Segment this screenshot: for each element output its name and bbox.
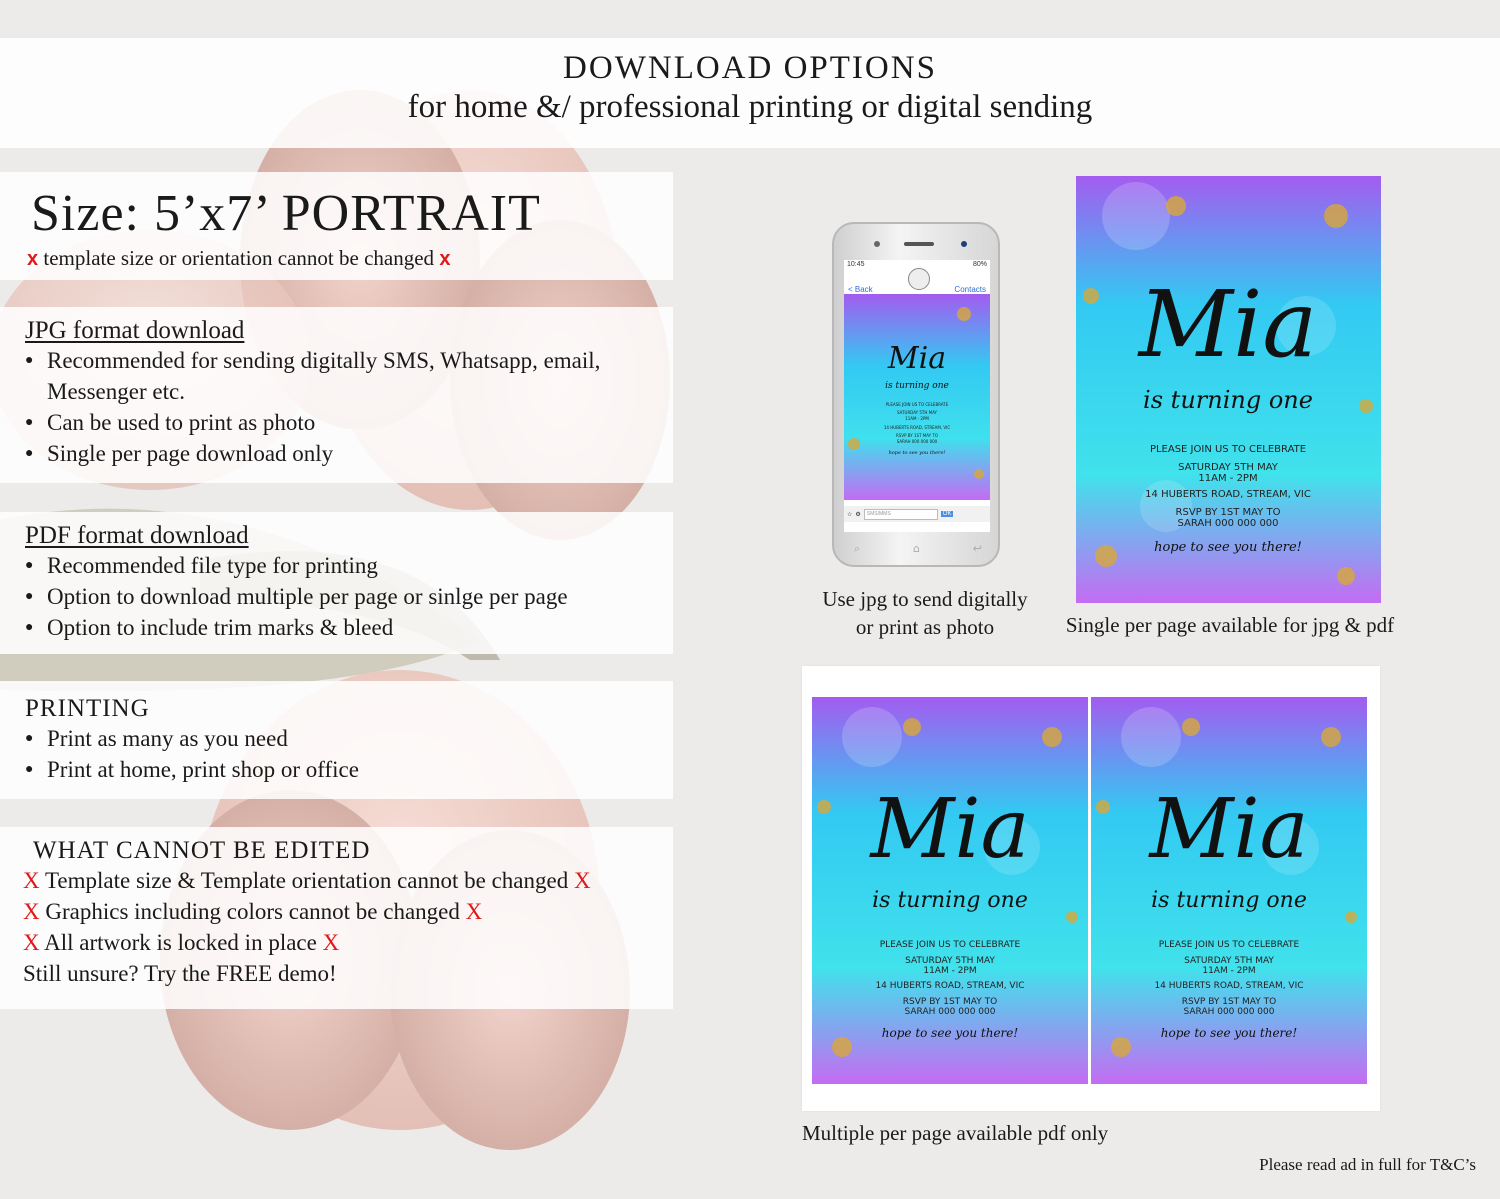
phone-nav-buttons — [854, 542, 982, 556]
x-mark: X — [573, 868, 591, 893]
x-mark: X — [322, 930, 340, 955]
mini-line1: PLEASE JOIN US TO CELEBRATE — [885, 402, 949, 407]
edit-line-text: All artwork is locked in place — [44, 930, 317, 955]
edit-line-text: Template size & Template orientation cannot be changed — [44, 868, 569, 893]
back-icon: ↩ — [972, 542, 982, 555]
invite-line1: PLEASE JOIN US TO CELEBRATE — [879, 940, 1021, 950]
invite-name: Mia — [870, 782, 1030, 877]
list-item: ● Recommended for sending digitally SMS, Whatsapp, email, Messenger etc. — [25, 345, 673, 407]
invite-subtitle: is turning one — [872, 888, 1028, 913]
mini-rsvp: RSVP BY 1ST MAY TO — [896, 433, 938, 438]
invite-contact: SARAH 000 000 000 — [1177, 518, 1279, 529]
invite-date: SATURDAY 5TH MAY — [905, 956, 995, 966]
invite-subtitle: is turning one — [1143, 386, 1313, 414]
mini-date: SATURDAY 5TH MAY — [897, 410, 937, 415]
list-item: ● Option to include trim marks & bleed — [25, 612, 673, 643]
invite-name: Mia — [1138, 271, 1318, 378]
invite-contact: SARAH 000 000 000 — [904, 1007, 996, 1017]
printing-heading: PRINTING — [25, 695, 150, 722]
invite-rsvp: RSVP BY 1ST MAY TO — [1175, 507, 1281, 518]
invite-contact: SARAH 000 000 000 — [1183, 1007, 1275, 1017]
invite-signoff: hope to see you there! — [1160, 1026, 1298, 1040]
x-mark: x — [27, 248, 39, 270]
avatar-icon — [908, 268, 930, 290]
invite-rsvp: RSVP BY 1ST MAY TO — [1181, 997, 1277, 1007]
invite-signoff: hope to see you there! — [1154, 540, 1302, 555]
page-subtitle: for home &/ professional printing or digital sending — [407, 89, 1093, 125]
mini-signoff: hope to see you there! — [888, 450, 946, 456]
sensor-icon — [961, 241, 967, 247]
message-input-bar — [844, 506, 990, 522]
pdf-list — [25, 550, 673, 643]
mini-time: 11AM - 2PM — [905, 416, 929, 421]
mini-subtitle: is turning one — [885, 381, 949, 391]
single-caption: Single per page available for jpg & pdf — [1065, 613, 1395, 637]
printing-list — [25, 723, 673, 785]
edit-line — [23, 896, 673, 927]
jpg-heading: JPG format download — [25, 317, 245, 344]
invite-rsvp: RSVP BY 1ST MAY TO — [902, 997, 998, 1007]
multi-invite-right — [1091, 697, 1367, 1084]
invite-address: 14 HUBERTS ROAD, STREAM, VIC — [1145, 489, 1311, 500]
size-title: Size: 5’x7’ PORTRAIT — [31, 185, 541, 242]
phone-caption-line1: Use jpg to send digitally — [822, 587, 1028, 611]
pdf-heading: PDF format download — [25, 522, 249, 549]
invite-date: SATURDAY 5TH MAY — [1178, 462, 1278, 473]
x-mark: X — [23, 930, 40, 955]
footer-note: Please read ad in full for T&C’s — [1259, 1155, 1476, 1174]
x-mark: X — [465, 899, 483, 924]
jpg-list — [25, 345, 673, 469]
list-item: ● Print as many as you need — [25, 723, 673, 754]
edit-heading: WHAT CANNOT BE EDITED — [33, 837, 371, 864]
header-band — [0, 38, 1500, 148]
page-title: DOWNLOAD OPTIONS — [563, 50, 937, 86]
size-note — [0, 246, 673, 271]
list-item: ● Recommended file type for printing — [25, 550, 673, 581]
invite-thumbnail — [844, 294, 990, 500]
invite-time: 11AM - 2PM — [1202, 966, 1256, 976]
size-panel — [0, 172, 673, 280]
camera-icon[interactable]: ☆ — [847, 511, 853, 518]
status-battery: 80% — [972, 261, 987, 268]
sms-input[interactable]: SMS/MMS — [864, 509, 938, 520]
phone-screen — [844, 260, 990, 532]
send-button[interactable]: OK — [942, 511, 952, 517]
multiple-caption: Multiple per page available pdf only — [802, 1121, 1109, 1145]
x-mark: X — [23, 899, 40, 924]
home-icon: ⌂ — [912, 542, 920, 555]
list-item: ● Option to download multiple per page or sinlge per page — [25, 581, 673, 612]
invite-address: 14 HUBERTS ROAD, STREAM, VIC — [1154, 981, 1304, 991]
phone-mockup — [832, 222, 1000, 567]
size-note-text: template size or orientation cannot be changed — [43, 246, 435, 270]
invite-date: SATURDAY 5TH MAY — [1184, 956, 1274, 966]
invite-name: Mia — [1149, 782, 1309, 877]
invite-signoff: hope to see you there! — [881, 1026, 1019, 1040]
mini-name: Mia — [887, 341, 947, 376]
invite-time: 11AM - 2PM — [1198, 473, 1258, 484]
multi-invite-left — [812, 697, 1088, 1084]
edit-line — [23, 927, 673, 958]
invite-address: 14 HUBERTS ROAD, STREAM, VIC — [875, 981, 1025, 991]
edit-line-text: Graphics including colors cannot be changed — [45, 899, 460, 924]
demo-line: Still unsure? Try the FREE demo! — [23, 961, 337, 986]
edit-line — [23, 865, 673, 896]
speaker-grille — [904, 242, 934, 246]
pdf-panel — [0, 512, 673, 654]
list-item: ● Single per page download only — [25, 438, 673, 469]
search-icon: ⌕ — [854, 542, 861, 555]
mini-address: 14 HUBERTS ROAD, STREAM, VIC — [883, 425, 951, 430]
phone-caption — [805, 585, 1045, 641]
contacts-link: Contacts — [954, 285, 986, 294]
invite-subtitle: is turning one — [1151, 888, 1307, 913]
x-mark: X — [23, 868, 40, 893]
invite-time: 11AM - 2PM — [923, 966, 977, 976]
status-time: 10:45 — [847, 261, 865, 268]
single-invite-preview — [1076, 176, 1381, 603]
mini-contact: SARAH 000 000 000 — [896, 439, 938, 444]
invite-line1: PLEASE JOIN US TO CELEBRATE — [1158, 940, 1300, 950]
back-link: < Back — [848, 285, 873, 294]
multi-page-sheet — [802, 666, 1380, 1111]
list-item: ● Can be used to print as photo — [25, 407, 673, 438]
camera-icon — [874, 241, 880, 247]
phone-caption-line2: or print as photo — [855, 615, 995, 639]
jpg-panel — [0, 307, 673, 483]
apps-icon[interactable]: ⚙ — [855, 511, 861, 518]
edit-lines — [23, 865, 673, 989]
list-item: ● Print at home, print shop or office — [25, 754, 673, 785]
edit-panel — [0, 827, 673, 1009]
invite-line1: PLEASE JOIN US TO CELEBRATE — [1149, 444, 1307, 455]
printing-panel — [0, 681, 673, 799]
x-mark: x — [439, 248, 451, 270]
